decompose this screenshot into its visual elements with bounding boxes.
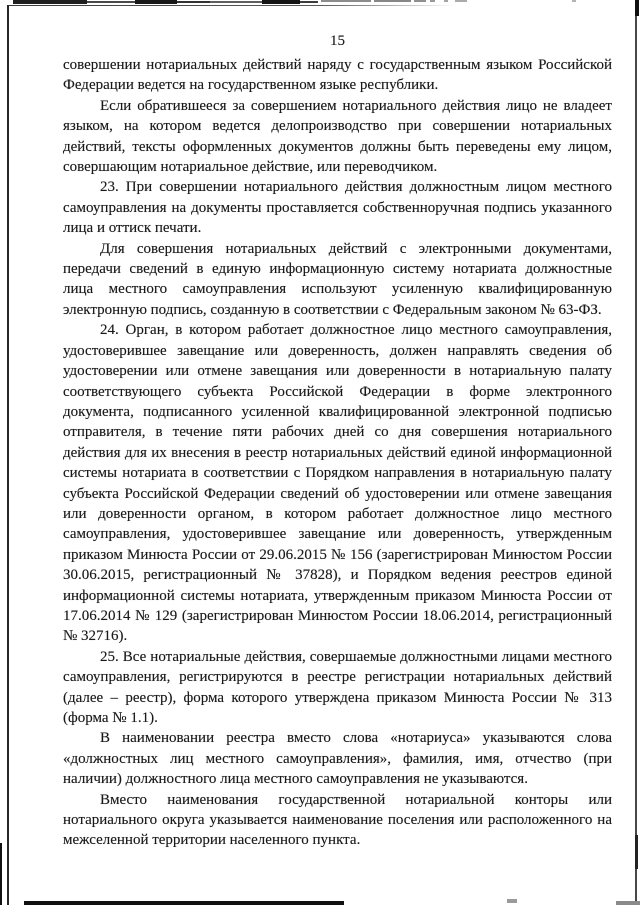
- paragraph-continuation: совершении нотариальных действий наряду с государственным языком Российской Федерации ведется на государственном языке республики.: [63, 57, 612, 94]
- paragraph-register-naming: В наименовании реестра вместо слова «нотариуса» указываются слова «должностных лиц местного самоуправления», фамилия, имя, отчество (при наличии) должностного лица местного самоуправления не указываются.: [63, 730, 612, 788]
- scan-artifact-top: [430, 0, 435, 2]
- paragraph-item-23: 23. При совершении нотариального действия должностным лицом местного самоуправления на документы проставляется собственноручная подпись указанного лица и оттиск печати.: [63, 179, 612, 237]
- scan-artifact-top: [13, 0, 87, 4]
- paragraph-item-25: 25. Все нотариальные действия, совершаемые должностными лицами местного самоуправления, регистрируются в реестре регистрации нотариальных действий (далее – реестр), форма которого утверждена приказом Минюста России № 313 (форма № 1.1).: [63, 648, 612, 726]
- scan-artifact-top: [87, 1, 135, 3]
- scan-artifact-bottom: [24, 901, 344, 905]
- scan-artifact-top: [300, 1, 318, 3]
- scan-artifact-top: [135, 0, 177, 4]
- page-number: 15: [330, 33, 345, 49]
- paragraph-electronic-signature: Для совершения нотариальных действий с электронными документами, передачи сведений в единую информационную систему нотариата должностные лица местного самоуправления используют усиленную квалифицированную электронную подпись, созданную в соответствии с Федеральным законом № 63-ФЗ.: [63, 240, 612, 318]
- page-border-left: [7, 5, 9, 905]
- scan-artifact-bottom: [0, 843, 2, 905]
- scan-artifact-top: [262, 0, 300, 4]
- page-border-right: [635, 0, 639, 16]
- paragraph-settlement-naming: Вместо наименования государственной нотариальной конторы или нотариального округа указывается наименование поселения или расположенного на межселенной территории населенного пункта.: [63, 791, 612, 849]
- scan-artifact-top: [210, 1, 262, 3]
- scan-artifact-top: [414, 0, 426, 2]
- scan-artifact-top: [321, 0, 371, 2]
- paragraph-item-24: 24. Орган, в котором работает должностное лицо местного самоуправления, удостоверившее завещание или доверенность, должен направлять сведения об удостоверении или отмене завещания или доверенности в нотариальную палату соответствующего субъекта Российской Федерации в форме электронного документа, подписанного усиленной квалифицированной электронной подписью отправителя, в течение пяти рабочих дней со дня совершения нотариального действия для их внесения в реестр нотариальных действий единой информационной системы нотариата в соответствии с Порядком направления в нотариальную палату субъекта Российской Федерации сведений об удостоверении или отмене завещания или доверенности органом, в котором работает должностное лицо местного самоуправления, удостоверившее завещание или доверенность, утвержденным приказом Минюста России от 29.06.2015 № 156 (зарегистрирован Минюстом России 30.06.2015, регистрационный № 37828), и Порядком ведения реестров единой информационной системы нотариата, утвержденным приказом Минюста России от 17.06.2014 № 129 (зарегистрирован Минюстом России 18.06.2014, регистрационный № 32716).: [63, 322, 612, 645]
- scan-artifact-top: [572, 0, 576, 2]
- page-border-top: [7, 5, 455, 6]
- page-border-right: [635, 835, 638, 869]
- scan-artifact-top: [374, 0, 411, 2]
- scan-artifact-top: [177, 1, 210, 3]
- scan-artifact-top: [444, 0, 448, 2]
- scan-artifact-top: [455, 0, 467, 2]
- document-text: [63, 55, 612, 851]
- scan-artifact-bottom: [507, 899, 517, 903]
- scan-artifact-bottom: [616, 901, 640, 905]
- paragraph-translation-rule: Если обратившееся за совершением нотариального действия лицо не владеет языком, на котором ведется делопроизводство при совершении нотариальных действий, тексты оформленных документов должны быть переведены ему лицом, совершающим нотариальное действие, или переводчиком.: [63, 97, 612, 176]
- page-border-right: [635, 0, 637, 905]
